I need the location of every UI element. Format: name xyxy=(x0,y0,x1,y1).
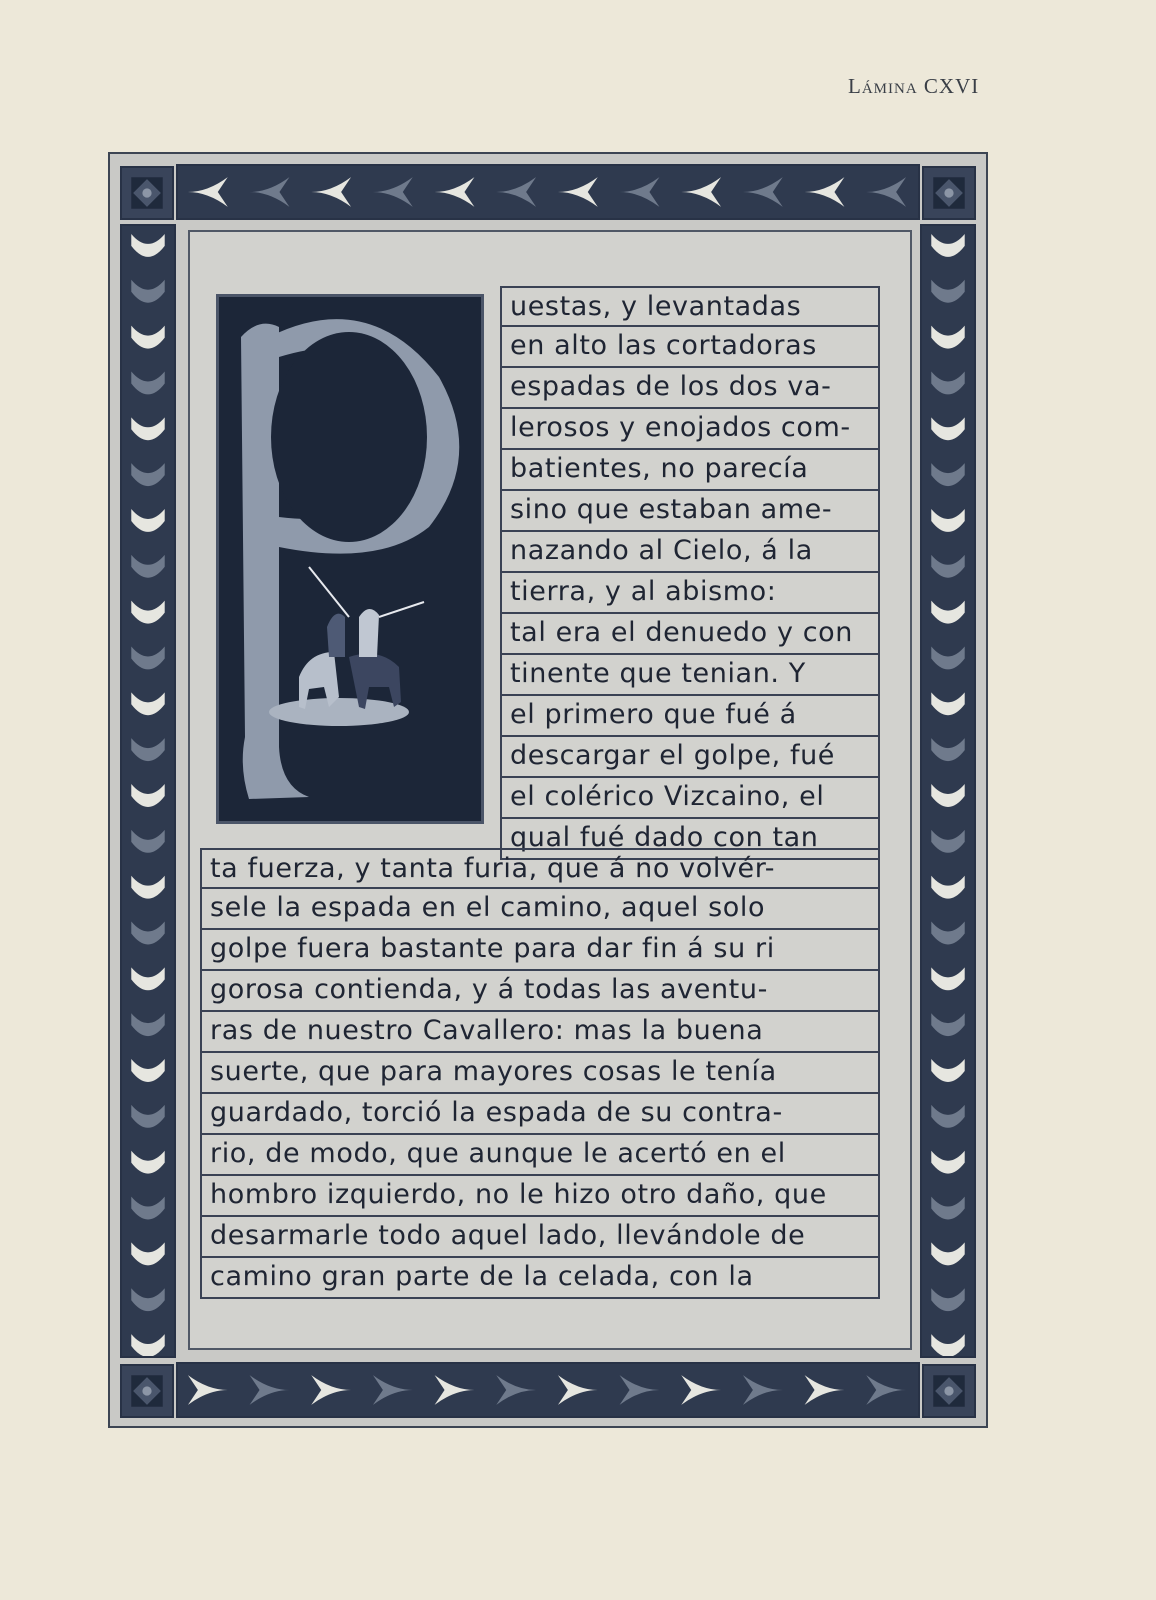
chevron-ornament xyxy=(131,1242,164,1265)
chevron-ornament xyxy=(131,784,164,807)
chevron-ornament xyxy=(931,555,964,578)
top-chevron-pattern xyxy=(178,166,918,218)
plate-label: Lámina CXVI xyxy=(848,74,980,98)
chevron-ornament xyxy=(931,692,964,715)
chevron-ornament xyxy=(620,177,660,207)
chevron-ornament xyxy=(131,692,164,715)
chevron-ornament xyxy=(558,177,598,207)
text-line: tal era el denuedo y con xyxy=(500,614,880,655)
text-line: qual fué dado con tan xyxy=(500,819,880,860)
chevron-ornament xyxy=(311,1375,351,1405)
chevron-ornament xyxy=(866,177,906,207)
chevron-ornament xyxy=(250,1375,290,1405)
chevron-ornament xyxy=(931,417,964,440)
text-line: nazando al Cielo, á la xyxy=(500,532,880,573)
chevron-ornament xyxy=(131,1013,164,1036)
text-line: sele la espada en el camino, aquel solo xyxy=(200,889,880,930)
corner-ornament-bottom-right xyxy=(922,1364,976,1418)
corner-ornament-top-right xyxy=(922,166,976,220)
chevron-ornament xyxy=(805,1375,845,1405)
text-line: rio, de modo, que aunque le acertó en el xyxy=(200,1135,880,1176)
chevron-ornament xyxy=(435,177,475,207)
chevron-ornament xyxy=(931,876,964,899)
chevron-ornament xyxy=(931,463,964,486)
chevron-ornament xyxy=(931,1334,964,1356)
chevron-ornament xyxy=(931,1105,964,1128)
chevron-ornament xyxy=(131,1334,164,1356)
chevron-ornament xyxy=(931,1197,964,1220)
chevron-ornament xyxy=(131,326,164,349)
chevron-ornament xyxy=(931,1288,964,1311)
illuminated-initial xyxy=(216,294,484,824)
chevron-ornament xyxy=(188,177,228,207)
chevron-ornament xyxy=(931,509,964,532)
chevron-ornament xyxy=(131,1059,164,1082)
chevron-ornament xyxy=(131,463,164,486)
chevron-ornament xyxy=(131,509,164,532)
chevron-ornament xyxy=(496,177,536,207)
chevron-ornament xyxy=(931,647,964,670)
top-border-band xyxy=(176,164,920,220)
chevron-ornament xyxy=(131,1288,164,1311)
chevron-ornament xyxy=(131,601,164,624)
chevron-ornament xyxy=(250,177,290,207)
text-line: batientes, no parecía xyxy=(500,450,880,491)
chevron-ornament xyxy=(743,177,783,207)
text-line: golpe fuera bastante para dar fin á su ri xyxy=(200,930,880,971)
chevron-ornament xyxy=(931,1059,964,1082)
chevron-ornament xyxy=(373,1375,413,1405)
chevron-ornament xyxy=(131,967,164,990)
illuminated-frame xyxy=(108,152,988,1428)
text-line: suerte, que para mayores cosas le tenía xyxy=(200,1053,880,1094)
text-line: camino gran parte de la celada, con la xyxy=(200,1258,880,1299)
bottom-chevron-pattern xyxy=(178,1364,918,1416)
chevron-ornament xyxy=(373,177,413,207)
text-line: guardado, torció la espada de su contra- xyxy=(200,1094,880,1135)
chevron-ornament xyxy=(931,1242,964,1265)
chevron-ornament xyxy=(805,177,845,207)
chevron-ornament xyxy=(131,280,164,303)
chevron-ornament xyxy=(931,234,964,257)
chevron-ornament xyxy=(931,280,964,303)
chevron-ornament xyxy=(131,738,164,761)
bottom-border-band xyxy=(176,1362,920,1418)
text-line: desarmarle todo aquel lado, llevándole de xyxy=(200,1217,880,1258)
chevron-ornament xyxy=(131,922,164,945)
chevron-ornament xyxy=(681,177,721,207)
text-line: espadas de los dos va- xyxy=(500,368,880,409)
chevron-ornament xyxy=(931,1013,964,1036)
text-line: tinente que tenian. Y xyxy=(500,655,880,696)
left-chevron-pattern xyxy=(122,226,174,1356)
chevron-ornament xyxy=(131,1197,164,1220)
chevron-ornament xyxy=(131,647,164,670)
chevron-ornament xyxy=(188,1375,228,1405)
chevron-ornament xyxy=(931,784,964,807)
chevron-ornament xyxy=(311,177,351,207)
chevron-ornament xyxy=(931,371,964,394)
chevron-ornament xyxy=(131,1151,164,1174)
text-line: ras de nuestro Cavallero: mas la buena xyxy=(200,1012,880,1053)
text-line: hombro izquierdo, no le hizo otro daño, que xyxy=(200,1176,880,1217)
text-line: descargar el golpe, fué xyxy=(500,737,880,778)
chevron-ornament xyxy=(131,234,164,257)
chevron-ornament xyxy=(931,967,964,990)
text-line: gorosa contienda, y á todas las aventu- xyxy=(200,971,880,1012)
text-line: sino que estaban ame- xyxy=(500,491,880,532)
text-line: el colérico Vizcaino, el xyxy=(500,778,880,819)
chevron-ornament xyxy=(931,1151,964,1174)
chevron-ornament xyxy=(866,1375,906,1405)
text-line: tierra, y al abismo: xyxy=(500,573,880,614)
chevron-ornament xyxy=(131,371,164,394)
chevron-ornament xyxy=(931,601,964,624)
text-line: en alto las cortadoras xyxy=(500,327,880,368)
chevron-ornament xyxy=(558,1375,598,1405)
chevron-ornament xyxy=(131,555,164,578)
chevron-ornament xyxy=(743,1375,783,1405)
text-line: el primero que fué á xyxy=(500,696,880,737)
chevron-ornament xyxy=(131,830,164,853)
text-line: ta fuerza, y tanta furia, que á no volvér- xyxy=(200,848,880,889)
chevron-ornament xyxy=(620,1375,660,1405)
text-line: lerosos y enojados com- xyxy=(500,409,880,450)
corner-ornament-bottom-left xyxy=(120,1364,174,1418)
chevron-ornament xyxy=(931,830,964,853)
chevron-ornament xyxy=(931,738,964,761)
right-chevron-pattern xyxy=(922,226,974,1356)
chevron-ornament xyxy=(131,876,164,899)
chevron-ornament xyxy=(496,1375,536,1405)
chevron-ornament xyxy=(681,1375,721,1405)
chevron-ornament xyxy=(435,1375,475,1405)
chevron-ornament xyxy=(131,417,164,440)
chevron-ornament xyxy=(131,1105,164,1128)
text-line: uestas, y levantadas xyxy=(500,286,880,327)
right-border-band xyxy=(920,224,976,1358)
chevron-ornament xyxy=(931,922,964,945)
left-border-band xyxy=(120,224,176,1358)
chevron-ornament xyxy=(931,326,964,349)
initial-letter-illustration xyxy=(219,297,481,821)
corner-ornament-top-left xyxy=(120,166,174,220)
text-panel xyxy=(188,230,912,1350)
